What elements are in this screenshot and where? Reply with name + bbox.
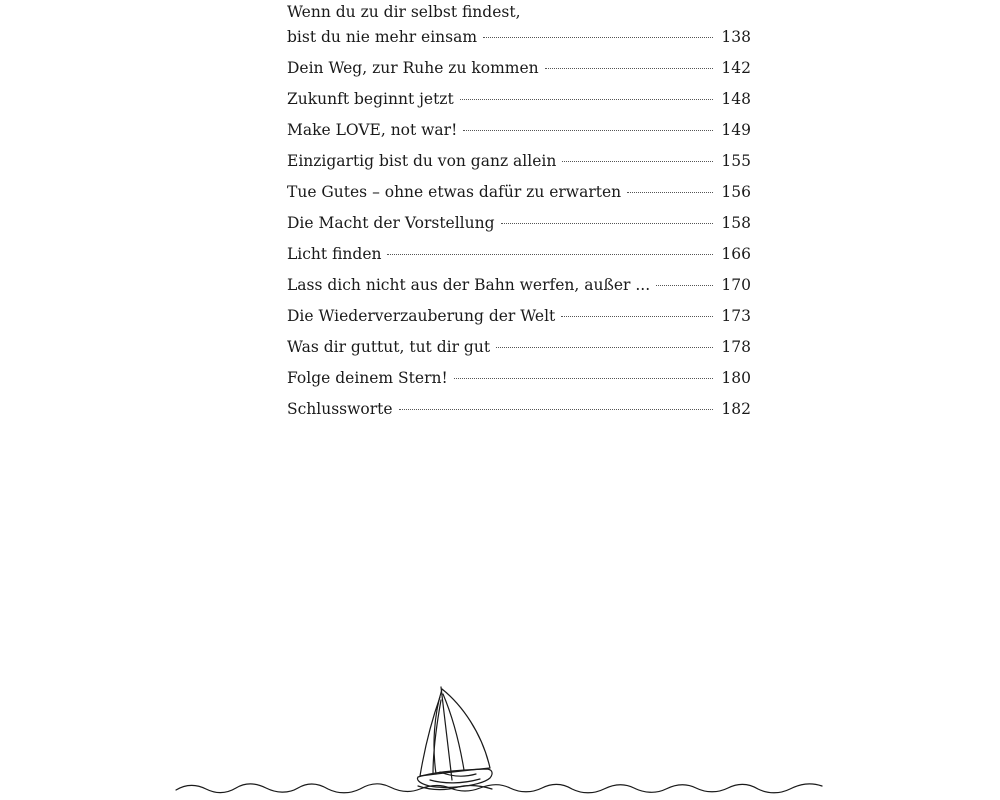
sailboat-icon [0,680,1000,800]
toc-entry[interactable] [287,182,751,202]
toc-entry-title: Zukunft beginnt jetzt [287,90,454,108]
toc-entry[interactable] [287,244,751,264]
toc-entry-page-number: 180 [721,369,751,387]
dot-leader [501,223,714,224]
toc-entry-title: Folge deinem Stern! [287,369,448,387]
toc-entry[interactable] [287,213,751,233]
dot-leader [387,254,713,255]
toc-entry-title: Schlussworte [287,400,393,418]
toc-entry-page-number: 148 [721,90,751,108]
toc-entry-title: Wenn du zu dir selbst findest, [287,3,521,21]
toc-entry-title: Die Wiederverzauberung der Welt [287,307,556,325]
toc-entry-title: Make LOVE, not war! [287,121,458,139]
dot-leader [562,161,713,162]
toc-entry-page-number: 158 [721,214,751,232]
mast [441,687,452,780]
toc-entry-title: Lass dich nicht aus der Bahn werfen, außer ... [287,276,651,294]
dot-leader [460,99,714,100]
dot-leader [463,130,713,131]
toc-entry-title: bist du nie mehr einsam [287,28,478,46]
toc-entry-page-number: 155 [721,152,751,170]
toc-entry-page-number: 166 [721,245,751,263]
toc-entry-title: Was dir guttut, tut dir gut [287,338,491,356]
toc-entry-page-number: 170 [721,276,751,294]
dot-leader [454,378,714,379]
toc-entry-page-number: 173 [721,307,751,325]
toc-entry[interactable] [287,151,751,171]
toc-entry[interactable] [287,399,751,419]
toc-entry-page-number: 138 [721,28,751,46]
toc-entry[interactable] [287,89,751,109]
toc-entry-title: Tue Gutes – ohne etwas dafür zu erwarten [287,183,622,201]
toc-entry[interactable] [287,337,751,357]
hull-detail [430,779,480,783]
toc-entry-title: Die Macht der Vorstellung [287,214,495,232]
toc-entry[interactable] [287,2,751,47]
dot-leader [496,347,713,348]
toc-entry-title: Einzigartig bist du von ganz allein [287,152,557,170]
dot-leader [483,37,713,38]
dot-leader [561,316,713,317]
toc-entry-page-number: 142 [721,59,751,77]
table-of-contents [287,0,751,419]
dot-leader [627,192,713,193]
toc-entry-page-number: 178 [721,338,751,356]
toc-entry-page-number: 149 [721,121,751,139]
toc-entry-title: Dein Weg, zur Ruhe zu kommen [287,59,539,77]
toc-entry[interactable] [287,306,751,326]
toc-entry[interactable] [287,58,751,78]
toc-entry[interactable] [287,120,751,140]
toc-entry-page-number: 182 [721,400,751,418]
dot-leader [656,285,713,286]
wave-line [176,784,822,793]
dot-leader [545,68,714,69]
toc-entry-page-number: 156 [721,183,751,201]
toc-entry-title: Licht finden [287,245,382,263]
toc-entry[interactable] [287,275,751,295]
dot-leader [399,409,714,410]
toc-entry[interactable] [287,368,751,388]
